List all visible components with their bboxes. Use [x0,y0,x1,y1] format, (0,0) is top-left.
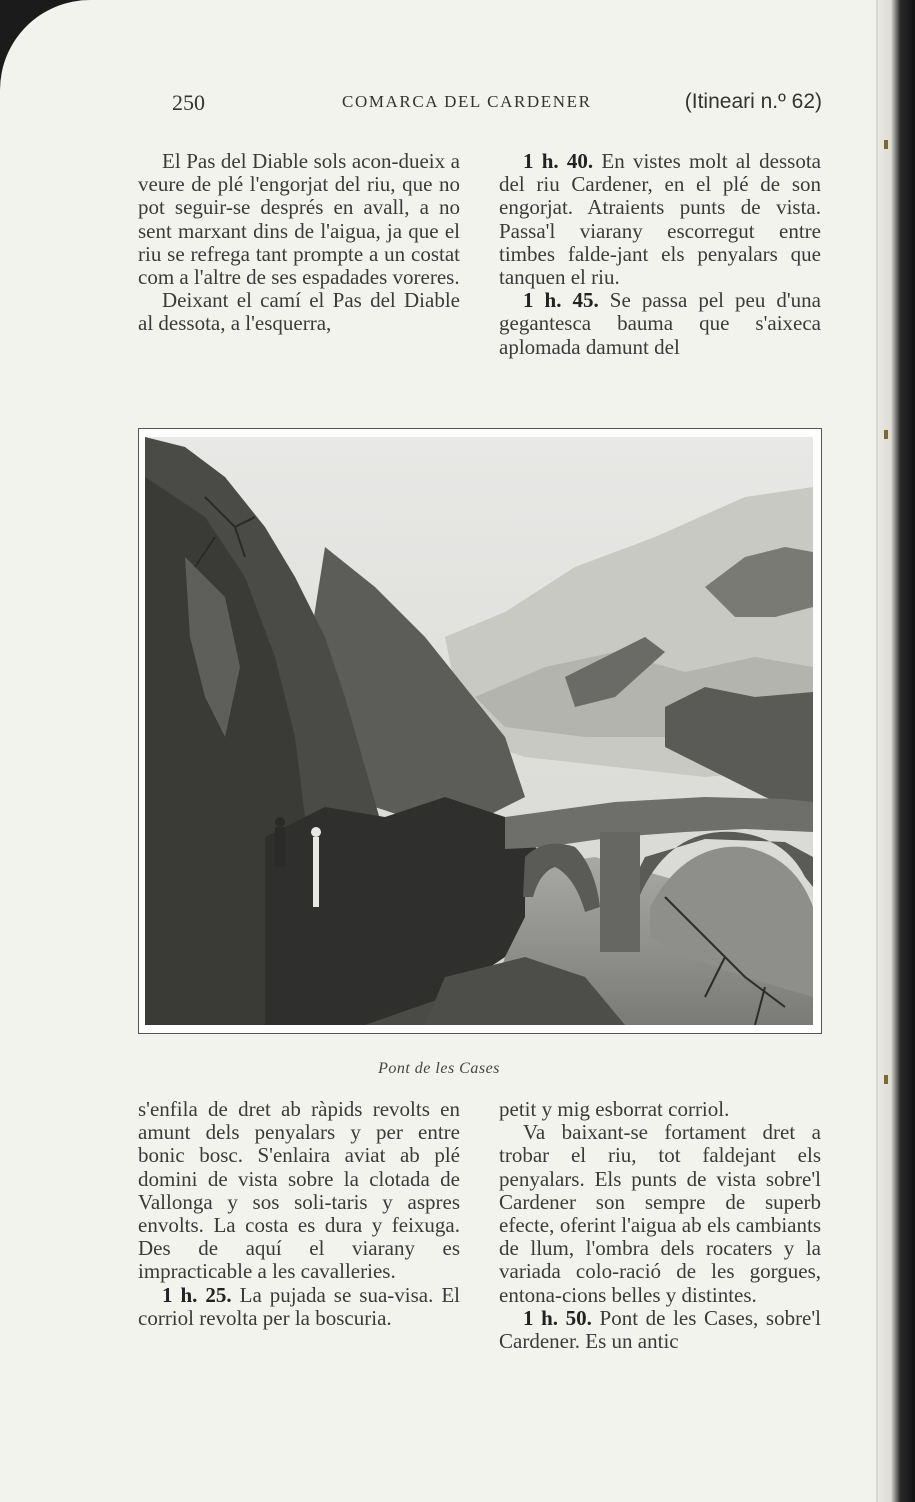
paragraph: s'enfila de dret ab ràpids revolts en amunt dels penyalars y per entre bonic bosc. S'enlaira aviat ab plé domini de vista sobre la clotada de Vallonga y sos soli-taris y aspres envolts. La costa es dura y feixuga. Des de aquí el viarany es impracticable a les cavalleries. [138,1097,460,1284]
itinerary-label: (Itineari n.º 62) [684,90,822,113]
top-left-column [138,150,460,336]
edge-mark [884,430,888,439]
paragraph: Va baixant-se fortament dret a trobar el riu, tot faldejant els penyalars. Els punts de vista sobre'l Cardener son sempre de superb efecte, oferint l'aigua ab els cambiants de llum, l'ombra dels rocaters y la variada colo-ració de les gorgues, entona-cions belles y distintes. [499,1120,821,1307]
time-marker: 1 h. 50. [523,1305,592,1330]
bottom-left-column [138,1098,460,1330]
paragraph: petit y mig esborrat corriol. [499,1097,730,1121]
paragraph-text: La pujada se sua-visa. El corriol revolta per la boscuria. [138,1282,460,1330]
time-marker: 1 h. 25. [162,1282,232,1307]
page-edge [878,0,915,1502]
top-right-column [499,150,821,359]
time-marker: 1 h. 45. [523,288,599,313]
paragraph-text: En vistes molt al dessota del riu Cardener, en el plé de son engorjat. Atraients punts de vista. Passa'l viarany escorregut entre timbes falde-jant els penyalars que tanquen el riu. [499,149,821,290]
running-header [172,90,822,120]
paragraph [499,1307,821,1353]
edge-mark [884,140,888,149]
time-marker: 1 h. 40. [523,149,594,173]
gorge-bridge-illustration [145,437,813,1025]
bridge-photograph [145,437,813,1025]
paragraph: Deixant el camí el Pas del Diable al dessota, a l'esquerra, [138,288,460,336]
paragraph [499,150,821,289]
page-number: 250 [172,90,205,115]
running-title: COMARCA DEL CARDENER [342,92,592,111]
paragraph-text: Pont de les Cases, sobre'l Cardener. Es un antic [499,1305,822,1354]
paragraph [138,1284,460,1330]
paragraph [499,289,821,359]
bottom-right-column [499,1098,821,1353]
photo-caption: Pont de les Cases [378,1060,500,1077]
paragraph-text: Se passa pel peu d'una gegantesca bauma que s'aixeca aplomada damunt del [499,288,821,359]
edge-mark [884,1075,888,1084]
paragraph: El Pas del Diable sols acon-dueix a veure de plé l'engorjat del riu, que no pot seguir-se després en avall, a no sent marxant dins de l'aigua, ja que el riu se refrega tant prompte a un costat com a l'altre de ses espadades voreres. [138,149,460,290]
photo-frame [138,428,822,1034]
